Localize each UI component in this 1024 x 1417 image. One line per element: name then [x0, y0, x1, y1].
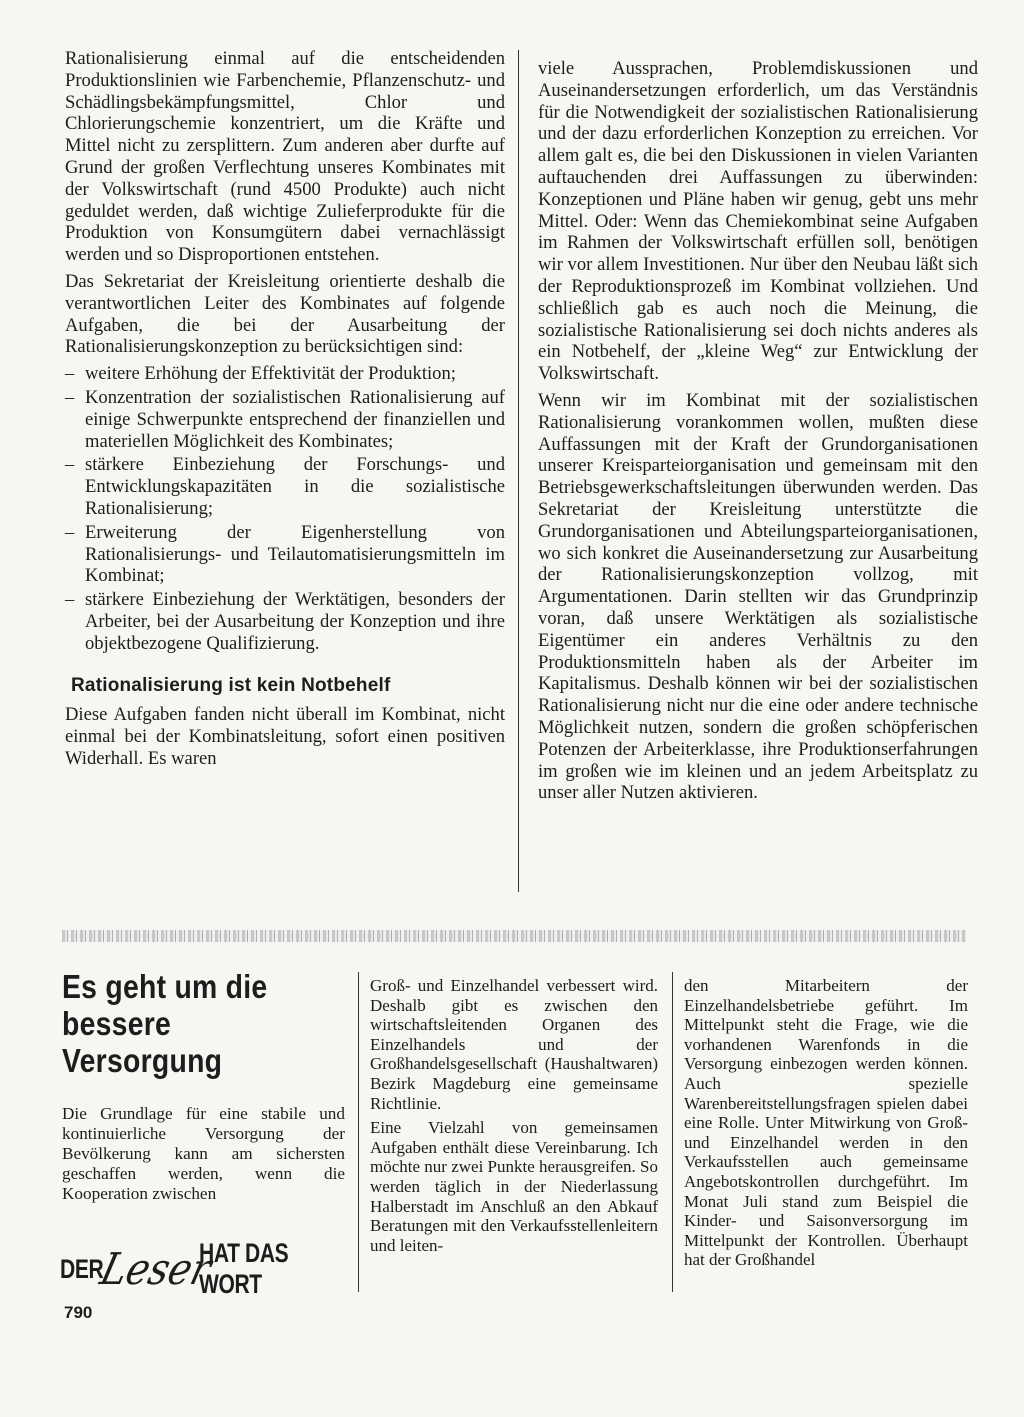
headline-line: Versorgung — [62, 1042, 223, 1079]
list-item: – stärkere Einbeziehung der Werktätigen, besonders der Arbeiter, bei der Ausarbeitung der Konzeption und ihre objektbezogene Qualifizierung. — [65, 589, 505, 654]
logo-text-der: DER — [60, 1253, 104, 1284]
column-divider — [518, 50, 519, 892]
bottom-right-column — [684, 976, 968, 1275]
column-logo — [60, 1238, 340, 1299]
paragraph: viele Aussprachen, Problemdiskussionen und Auseinandersetzungen erforderlich, um das Verständnis für die Notwendigkeit der sozialistischen Rationalisierung und der dazu erforderlichen Konzeption zu erreichen. Vor allem galt es, die bei den Diskussionen in vielen Varianten auftauchenden drei Auffassungen zu überwinden: Konzeptionen und Pläne haben wir genug, gebt uns mehr Mittel. Oder: Wenn das Chemiekombinat seine Aufgaben im Rahmen der Volkswirtschaft erfüllen soll, benötigen wir vor allem Investitionen. Nur über den Neubau läßt sich der Reproduktionsprozeß im Kombinat vollziehen. Und schließlich gab es auch noch die Meinung, die sozialistische Rationalisierung sei doch nichts anderes als ein Notbehelf, der „kleine Weg“ zur Entwicklung der Volkswirtschaft. — [538, 58, 978, 385]
column-divider — [358, 972, 359, 1292]
list-item: – Erweiterung der Eigenherstellung von Rationalisierungs- und Teilautomatisierungsmitteln im Kombinat; — [65, 522, 505, 587]
headline-line: bessere — [62, 1005, 172, 1042]
logo-text-leser: Leser — [95, 1243, 216, 1295]
list-item: – Konzentration der sozialistischen Rationalisierung auf einige Schwerpunkte entsprechend der finanziellen und materiellen Möglichkeit des Kombinates; — [65, 387, 505, 452]
list-item: – stärkere Einbeziehung der Forschungs- und Entwicklungskapazitäten in die sozialistische Rationalisierung; — [65, 454, 505, 519]
intro-paragraph: Die Grundlage für eine stabile und kontinuierliche Versorgung der Bevölkerung kann am sichersten geschaffen werden, wenn die Kooperation zwischen — [62, 1104, 345, 1203]
headline-line: Es geht um die — [62, 968, 268, 1005]
paragraph: Rationalisierung einmal auf die entscheidenden Produktionslinien wie Farbenchemie, Pflanzenschutz- und Schädlingsbekämpfungsmittel, Chlor und Chlorierungschemie konzentriert, um die Kräfte und Mittel nicht zu zersplittern. Zum anderen aber durfte auf Grund der großen Verflechtung unseres Kombinates mit der Volkswirtschaft (rund 4500 Produkte) auch nicht geduldet werden, daß wichtige Zulieferprodukte für die Produktion von Konsumgütern dabei vernachlässigt werden und so Disproportionen entstehen. — [65, 48, 505, 266]
task-list — [65, 363, 505, 654]
paragraph: Das Sekretariat der Kreisleitung orientierte deshalb die verantwortlichen Leiter des Kombinates auf folgende Aufgaben, die bei der Ausarbeitung der Rationalisierungskonzeption zu berücksichtigen sind: — [65, 270, 505, 358]
column-divider — [672, 972, 673, 1292]
paragraph: den Mitarbeitern der Einzelhandelsbetriebe geführt. Im Mittelpunkt steht die Frage, wie die vorhandenen Warenfonds in die Versorgung einbezogen werden können. Auch spezielle Warenbereitstellungsfragen spielen dabei eine Rolle. Unter Mitwirkung von Groß- und Einzelhandel werden in den Verkaufsstellen auch gemeinsame Angebotskontrollen durchgeführt. Im Monat Juli stand zum Beispiel die Kinder- und Saisonversorgung im Mittelpunkt der Kontrollen. Überhaupt hat der Großhandel — [684, 976, 968, 1270]
top-left-column — [65, 48, 505, 775]
paragraph: Diese Aufgaben fanden nicht überall im Kombinat, nicht einmal bei der Kombinatsleitung, sofort einen positiven Widerhall. Es waren — [65, 704, 505, 769]
page-number: 790 — [64, 1303, 93, 1322]
paragraph: Wenn wir im Kombinat mit der sozialistischen Rationalisierung vorankommen wollen, mußten diese Auffassungen mit der Kraft der Grundorganisationen unserer Kreisparteiorganisation und gemeinsam mit den Betriebsgewerkschaftsleitungen überwunden werden. Das Sekretariat der Kreisleitung unterstützte die Grundorganisationen und Abteilungsparteiorganisationen, wo sich konkret die Auseinandersetzung zur Ausarbeitung der Rationalisierungskonzeption vollzog, mit Argumentationen. Darin stellten wir das Grundprinzip voran, daß unsere Werktätigen als sozialistische Eigentümer ein anderes Verhältnis zu den Produktionsmitteln haben als der Arbeiter im Kapitalismus. Deshalb können wir bei der sozialistischen Rationalisierung nicht nur die eine oder andere technische Möglichkeit nutzen, sondern die großen schöpferischen Potenzen der Arbeiterklasse, ihre Produktionserfahrungen im großen wie im kleinen und an jedem Arbeitsplatz zu unser aller Nutzen aktivieren. — [538, 389, 978, 804]
article-headline — [62, 968, 311, 1079]
list-item: – weitere Erhöhung der Effektivität der Produktion; — [65, 363, 505, 385]
section-separator — [62, 930, 966, 942]
logo-text-hat-das-wort: HAT DAS WORT — [199, 1238, 289, 1299]
top-right-column — [538, 58, 978, 809]
bottom-middle-column — [370, 976, 658, 1260]
paragraph: Eine Vielzahl von gemeinsamen Aufgaben enthält diese Vereinbarung. Ich möchte nur zwei Punkte herausgreifen. So werden täglich in der Niederlassung Halberstadt im Anschluß an den Abkauf Beratungen mit den Verkaufsstellenleitern und leiten- — [370, 1118, 658, 1255]
intro-column — [62, 1104, 345, 1209]
paragraph: Groß- und Einzelhandel verbessert wird. Deshalb gibt es zwischen den wirtschaftsleitenden Organen des Einzelhandels und der Großhandelsgesellschaft (Haushaltwaren) Bezirk Magdeburg eine gemeinsame Richtlinie. — [370, 976, 658, 1113]
section-subheading: Rationalisierung ist kein Notbehelf — [71, 674, 391, 696]
